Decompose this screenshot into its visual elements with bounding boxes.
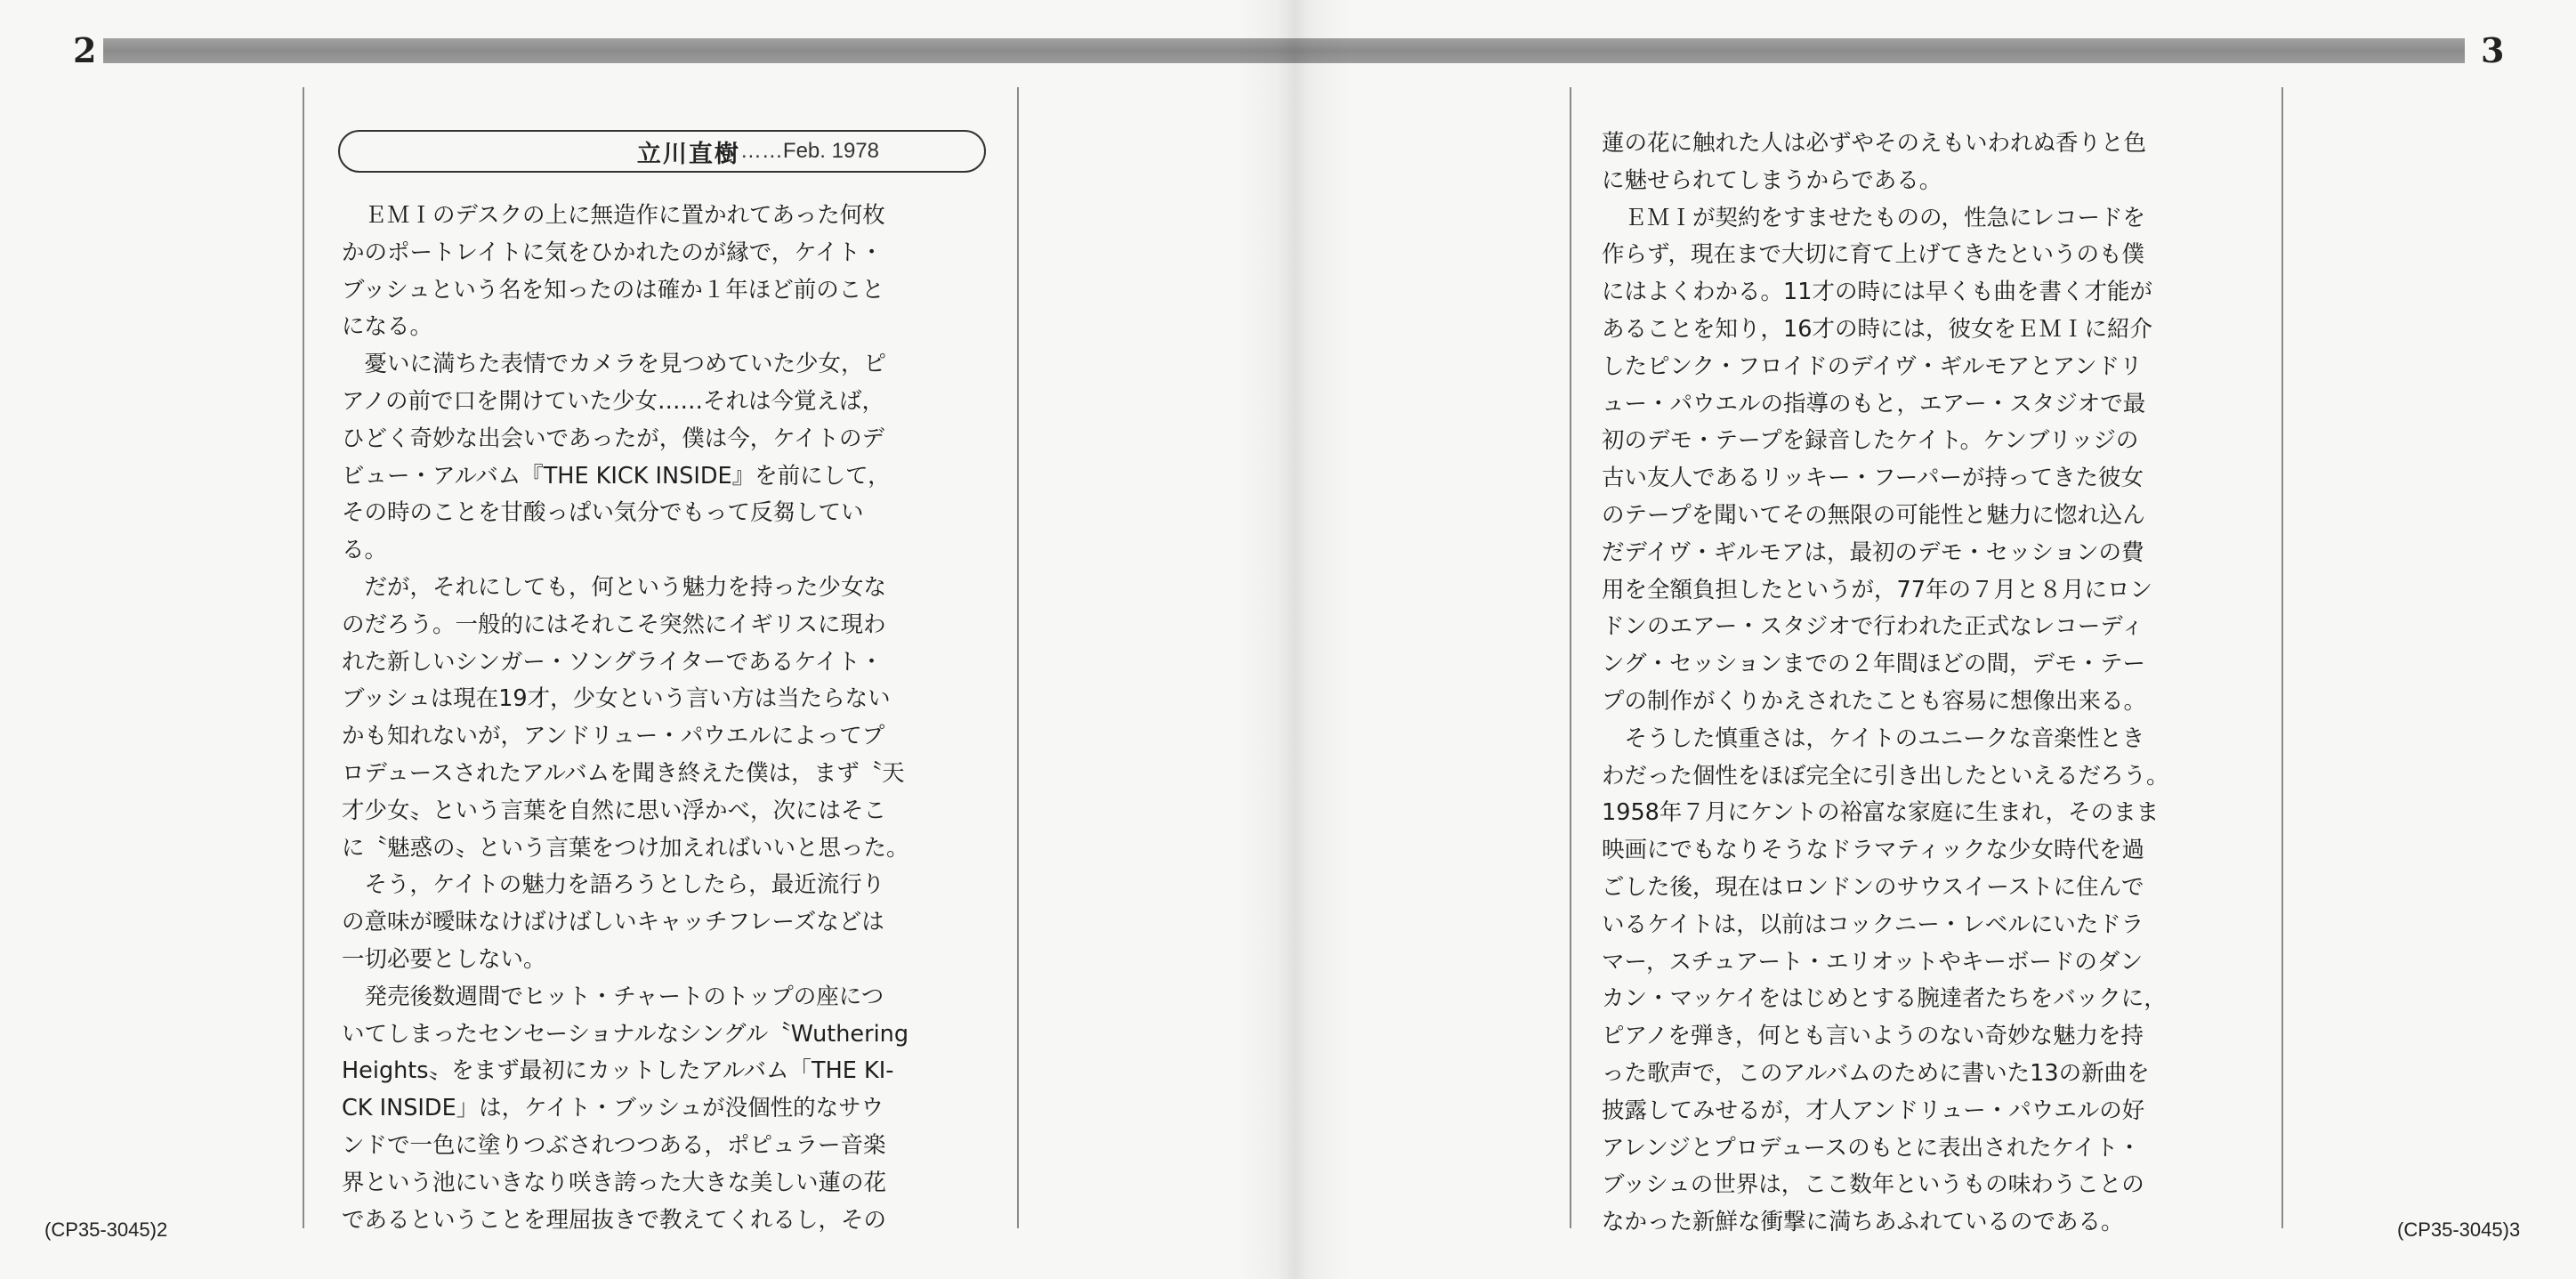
text-line: ドンのエアー・スタジオで行われた正式なレコーディ	[1602, 613, 2144, 641]
text-line: に〝魅惑の〟という言葉をつけ加えればいいと思った。	[342, 834, 909, 862]
text-line: ブッシュは現在19才，少女という言い方は当たらない	[342, 685, 891, 713]
text-line: あることを知り，16才の時には，彼女をＥＭＩに紹介	[1602, 315, 2152, 343]
page-number: 2	[73, 30, 97, 70]
text-line: ブッシュの世界は，ここ数年というもの味わうことの	[1602, 1171, 2144, 1199]
text-line: わだった個性をほぼ完全に引き出したといえるだろう。	[1602, 762, 2169, 789]
text-line: になる。	[342, 313, 433, 341]
text-line: ごした後，現在はロンドンのサウスイーストに住んで	[1602, 873, 2144, 901]
text-line: 映画にでもなりそうなドラマティックな少女時代を過	[1602, 837, 2144, 864]
text-line: に魅せられてしまうからである。	[1602, 166, 1942, 194]
text-line: その時のことを甘酸っぱい気分でもって反芻してい	[342, 499, 864, 527]
text-line: アノの前で口を開けていた少女……それは今覚えば，	[342, 387, 884, 415]
text-line: なかった新鮮な衝撃に満ちあふれているのである。	[1602, 1209, 2124, 1236]
text-line: CK INSIDE」は，ケイト・ブッシュが没個性的なサウ	[342, 1095, 884, 1122]
text-line: れた新しいシンガー・ソングライターであるケイト・	[342, 648, 884, 676]
text-line: かも知れないが，アンドリュー・パウエルによってプ	[342, 723, 885, 750]
text-line: った歌声で，このアルバムのために書いた13の新曲を	[1602, 1059, 2150, 1087]
text-line: 披露してみせるが，才人アンドリュー・パウエルの好	[1602, 1097, 2145, 1124]
author-name: 立川直樹	[636, 140, 740, 168]
text-line: だが，それにしても，何という魅力を持った少女な	[342, 573, 887, 601]
page-number: 3	[2481, 30, 2505, 70]
text-line: ビュー・アルバム『THE KICK INSIDE』を前にして，	[342, 462, 891, 490]
header-bar	[103, 38, 1288, 63]
text-line: 用を全額負担したというが，77年の７月と８月にロン	[1602, 576, 2152, 603]
column-rule-right	[2281, 87, 2283, 1228]
text-line: ＥＭＩのデスクの上に無造作に置かれてあった何枚	[342, 202, 885, 229]
text-line: ブッシュという名を知ったのは確か１年ほど前のこと	[342, 276, 884, 304]
catalog-number: (CP35-3045)3	[2397, 1218, 2521, 1241]
text-line: 才少女〟という言葉を自然に思い浮かべ，次にはそこ	[342, 797, 887, 824]
text-line: 蓮の花に触れた人は必ずやそのえもいわれぬ香りと色	[1602, 130, 2147, 157]
column-rule-left	[1570, 87, 1571, 1228]
text-line: したピンク・フロイドのデイヴ・ギルモアとアンドリ	[1602, 352, 2143, 380]
text-line: 古い友人であるリッキー・フーパーが持ってきた彼女	[1602, 465, 2144, 492]
text-line: プの制作がくりかえされたことも容易に想像出来る。	[1602, 687, 2147, 715]
text-line: のテープを聞いてその無限の可能性と魅力に惚れ込ん	[1602, 501, 2145, 529]
header-bar	[1288, 38, 2465, 63]
text-line: のだろう。一般的にはそれこそ突然にイギリスに現わ	[342, 611, 886, 638]
text-line: そう，ケイトの魅力を語ろうとしたら，最近流行り	[342, 871, 885, 899]
article-body-left	[342, 198, 909, 1239]
text-line: ンドで一色に塗りつぶされつつある，ポピュラー音楽	[342, 1131, 886, 1159]
article-body-right	[1602, 125, 2169, 1242]
text-line: の意味が曖昧なけばけばしいキャッチフレーズなどは	[342, 909, 884, 936]
text-line: 一切必要としない。	[342, 945, 546, 973]
article-date: ……Feb. 1978	[739, 139, 879, 163]
text-line: 初のデモ・テープを録音したケイト。ケンブリッジの	[1602, 427, 2139, 455]
text-line: ュー・パウエルの指導のもと，エアー・スタジオで最	[1602, 390, 2146, 417]
text-line: 憂いに満ちた表情でカメラを見つめていた少女，ピ	[342, 351, 887, 378]
text-line: だデイヴ・ギルモアは，最初のデモ・セッションの費	[1602, 538, 2144, 566]
right-page	[1288, 0, 2576, 1279]
text-line: 界という池にいきなり咲き誇った大きな美しい蓮の花	[342, 1169, 887, 1196]
catalog-number: (CP35-3045)2	[44, 1218, 168, 1241]
text-line: いるケイトは，以前はコックニー・レベルにいたドラ	[1602, 911, 2144, 938]
text-line: ひどく奇妙な出会いであったが，僕は今，ケイトのデ	[342, 425, 884, 452]
text-line: Heights〟をまず最初にカットしたアルバム「THE KI-	[342, 1057, 894, 1085]
text-line: ＥＭＩが契約をすませたものの，性急にレコードを	[1602, 204, 2145, 231]
article-title-box	[338, 130, 986, 173]
text-line: 1958年７月にケントの裕富な家庭に生まれ，そのまま	[1602, 799, 2160, 827]
column-rule-left	[303, 87, 304, 1228]
text-line: ング・セッションまでの２年間ほどの間，デモ・テー	[1602, 651, 2145, 678]
text-line: ピアノを弾き，何とも言いようのない奇妙な魅力を持	[1602, 1023, 2144, 1050]
column-rule-right	[1017, 87, 1019, 1228]
text-line: ロデュースされたアルバムを聞き終えた僕は，まず〝天	[342, 759, 905, 787]
text-line: かのポートレイトに気をひかれたのが縁で，ケイト・	[342, 239, 884, 266]
text-line: る。	[342, 537, 388, 564]
text-line: であるということを理屈抜きで教えてくれるし，その	[342, 1206, 887, 1234]
text-line: 作らず，現在まで大切に育て上げてきたというのも僕	[1602, 241, 2144, 269]
text-line: カン・マッケイをはじめとする腕達者たちをバックに，	[1602, 985, 2167, 1013]
text-line: 発売後数週間でヒット・チャートのトップの座につ	[342, 983, 884, 1010]
text-line: にはよくわかる。11才の時には早くも曲を書く才能が	[1602, 279, 2152, 306]
text-line: いてしまったセンセーショナルなシングル〝Wuthering	[342, 1020, 909, 1048]
text-line: マー，スチュアート・エリオットやキーボードのダン	[1602, 948, 2144, 975]
text-line: そうした慎重さは，ケイトのユニークな音楽性とき	[1602, 724, 2145, 752]
text-line: アレンジとプロデュースのもとに表出されたケイト・	[1602, 1134, 2141, 1162]
